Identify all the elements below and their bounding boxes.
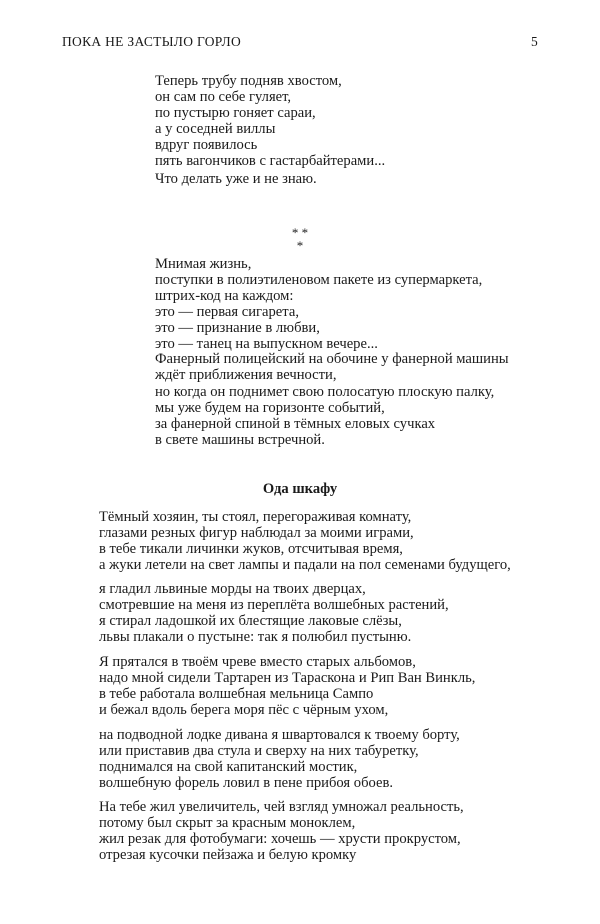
poem2-stanza-1 (155, 257, 509, 384)
verse-line: надо мной сидели Тартарен из Тараскона и Рип Ван Винкль, (99, 669, 476, 686)
verse-line: я стирал ладошкой их блестящие лаковые слёзы, (99, 612, 402, 629)
verse-line: и бежал вдоль берега моря пёс с чёрным ухом, (99, 701, 389, 718)
verse-line: ждёт приближения вечности, (155, 367, 337, 384)
poem2-stanza-2 (155, 385, 494, 449)
verse-line: отрезая кусочки пейзажа и белую кромку (99, 846, 357, 863)
poem3-stanza-4 (99, 728, 460, 792)
verse-line: вдруг появилось (155, 136, 258, 153)
verse-line: Теперь трубу подняв хвостом, (155, 73, 342, 89)
verse-line: на подводной лодке дивана я швартовался к твоему борту, (99, 727, 460, 743)
verse-line: по пустырю гоняет сараи, (155, 104, 316, 121)
poem1-stanza-2 (155, 172, 317, 188)
verse-line: поступки в полиэтиленовом пакете из супермаркета, (155, 271, 483, 288)
poem3-stanza-5 (99, 800, 464, 864)
verse-line: Я прятался в твоём чреве вместо старых альбомов, (99, 654, 416, 670)
verse-line: потому был скрыт за красным моноклем, (99, 814, 356, 831)
verse-line: смотревшие на меня из переплёта волшебных растений, (99, 596, 449, 613)
poem3-stanza-2 (99, 582, 449, 646)
verse-line: в свете машины встречной. (155, 431, 325, 448)
page-number: 5 (530, 34, 538, 49)
poem-title: Ода шкафу (262, 481, 338, 497)
verse-line: а у соседней виллы (155, 120, 276, 137)
verse-line: это — первая сигарета, (155, 303, 299, 320)
verse-line: он сам по себе гуляет, (155, 88, 292, 105)
verse-line: в тебе тикали личинки жуков, отсчитывая время, (99, 540, 403, 557)
verse-line: глазами резных фигур наблюдал за моими играми, (99, 524, 414, 541)
verse-line: Мнимая жизнь, (155, 256, 252, 272)
verse-line: штрих-код на каждом: (155, 287, 294, 304)
verse-line: а жуки летели на свет лампы и падали на пол семенами будущего, (99, 556, 511, 573)
verse-line: Тёмный хозяин, ты стоял, перегораживая комнату, (99, 509, 412, 525)
verse-line: Фанерный полицейский на обочине у фанерной машины (155, 351, 509, 368)
verse-line: в тебе работала волшебная мельница Сампо (99, 685, 374, 702)
verse-line: или приставив два стула и сверху на них табуретку, (99, 742, 419, 759)
running-head (62, 34, 538, 52)
poem3-stanza-3 (99, 655, 475, 719)
verse-line: мы уже будем на горизонте событий, (155, 399, 385, 416)
verse-line: это — признание в любви, (155, 319, 320, 336)
verse-line: На тебе жил увеличитель, чей взгляд умножал реальность, (99, 799, 464, 815)
poem3-stanza-1 (99, 510, 511, 574)
verse-line: львы плакали о пустыне: так я полюбил пустыню. (99, 628, 412, 645)
verse-line: но когда он поднимет свою полосатую плоскую палку, (155, 384, 495, 400)
verse-line: жил резак для фотобумаги: хочешь — хрусти прокрустом, (99, 830, 461, 847)
verse-line: за фанерной спиной в тёмных еловых сучках (155, 415, 436, 432)
verse-line: поднимался на свой капитанский мостик, (99, 758, 358, 775)
verse-line: я гладил львиные морды на твоих дверцах, (99, 581, 366, 597)
verse-line: волшебную форель ловил в пене прибоя обоев. (99, 774, 393, 791)
verse-line: это — танец на выпускном вечере... (155, 335, 378, 352)
section-separator-top: * * (291, 225, 309, 240)
running-title: ПОКА НЕ ЗАСТЫЛО ГОРЛО (62, 34, 242, 49)
verse-line: Что делать уже и не знаю. (155, 171, 317, 187)
section-separator-bottom: * (296, 238, 304, 253)
poem1-stanza-1 (155, 74, 385, 169)
verse-line: пять вагончиков с гастарбайтерами... (155, 152, 386, 169)
